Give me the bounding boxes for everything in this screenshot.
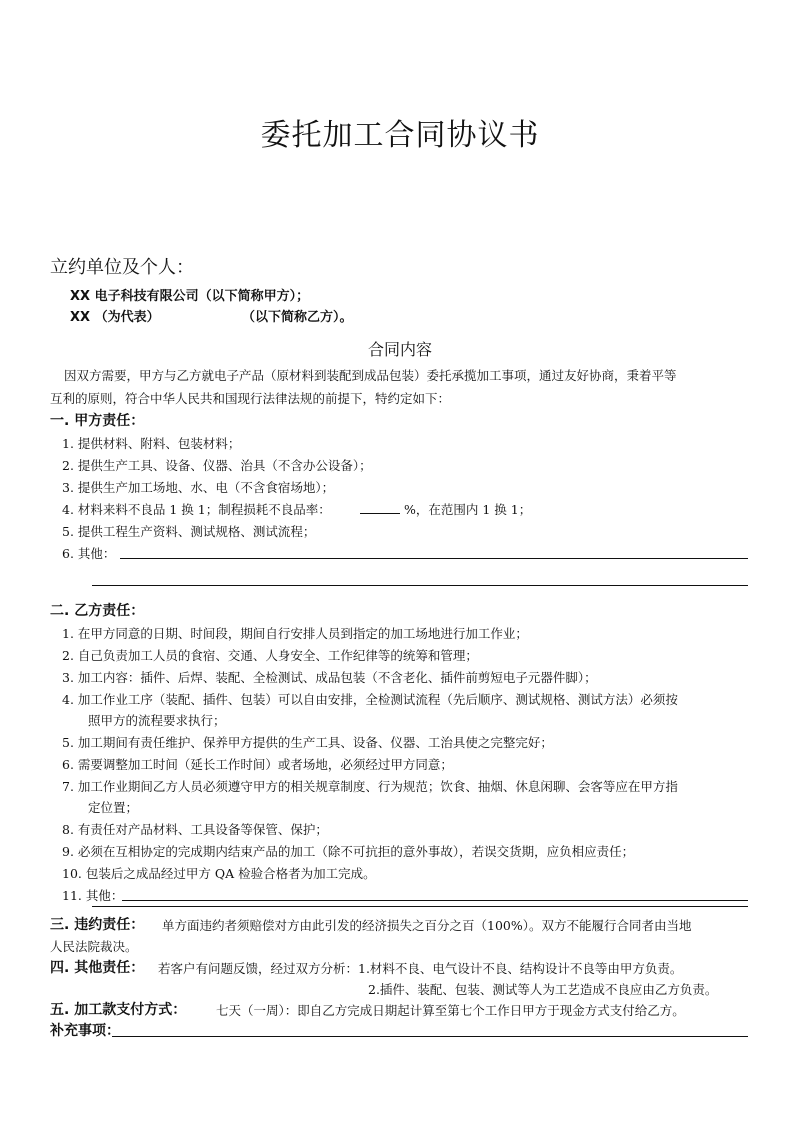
- section5-heading: 五. 加工款支付方式：: [50, 1002, 187, 1018]
- parties-heading: 立约单位及个人：: [50, 257, 194, 278]
- section2-other-line[interactable]: [122, 900, 748, 901]
- section1-item: 2. 提供生产工具、设备、仪器、治具（不含办公设备）；: [62, 458, 372, 473]
- section2-item7-continued: 定位置；: [88, 800, 139, 815]
- intro-line-1: 因双方需要，甲方与乙方就电子产品（原材料到装配到成品包装）委托承揽加工事项，通过友好协商，秉着平等: [64, 368, 677, 383]
- party-a: XX 电子科技有限公司（以下简称甲方）；: [70, 289, 310, 304]
- page-title: 委托加工合同协议书: [260, 118, 540, 153]
- party-b-suffix: （以下简称乙方）。: [242, 310, 353, 325]
- supplement-line[interactable]: [112, 1036, 748, 1037]
- section1-item: 3. 提供生产加工场地、水、电（不含食宿场地）；: [62, 480, 335, 495]
- section1-item: 5. 提供工程生产资料、测试规格、测试流程；: [62, 524, 316, 539]
- section2-heading: 二. 乙方责任：: [50, 603, 145, 619]
- section2-item: 10. 包装后之成品经过甲方 QA 检验合格者为加工完成。: [62, 866, 376, 881]
- section3-text-line-1: 单方面违约者须赔偿对方由此引发的经济损失之百分之百（100%）。双方不能履行合同者由当地: [162, 918, 692, 933]
- section2-item: 1. 在甲方同意的日期、时间段，期间自行安排人员到指定的加工场地进行加工作业；: [62, 626, 528, 641]
- section1-item: 6. 其他：: [62, 546, 116, 561]
- section2-item: 9. 必须在互相协定的完成期内结束产品的加工（除不可抗拒的意外事故），若误交货期，应负相应责任；: [62, 844, 635, 859]
- section2-item: 7. 加工作业期间乙方人员必须遵守甲方的相关规章制度、行为规范；饮食、抽烟、休息闲聊、会客等应在甲方指: [62, 779, 678, 794]
- section2-item4-continued: 照甲方的流程要求执行；: [88, 713, 226, 728]
- section4-heading: 四. 其他责任：: [50, 960, 145, 976]
- section1-item: 4. 材料来料不良品 1 换 1；制程损耗不良品率：: [62, 502, 331, 517]
- section1-other-line-2[interactable]: [92, 585, 748, 586]
- section1-item4-suffix: %，在范围内 1 换 1；: [404, 502, 532, 517]
- section4-text-line-2: 2.插件、装配、包装、测试等人为工艺造成不良应由乙方负责。: [368, 982, 718, 997]
- section3-heading: 三. 违约责任：: [50, 917, 145, 933]
- section2-item: 6. 需要调整加工时间（延长工作时间）或者场地，必须经过甲方同意；: [62, 757, 453, 772]
- section2-item: 2. 自己负责加工人员的食宿、交通、人身安全、工作纪律等的统筹和管理；: [62, 648, 478, 663]
- section2-item: 3. 加工内容：插件、后焊、装配、全检测试、成品包装（不含老化、插件前剪短电子元器件脚）；: [62, 670, 597, 685]
- section1-heading: 一. 甲方责任：: [50, 413, 145, 429]
- supplement-label: 补充事项：: [50, 1023, 120, 1039]
- section2-item: 8. 有责任对产品材料、工具设备等保管、保护；: [62, 822, 328, 837]
- section4-text-line-1: 若客户有问题反馈，经过双方分析：1.材料不良、电气设计不良、结构设计不良等由甲方负责。: [158, 961, 683, 976]
- party-b-name: XX （为代表）: [70, 310, 160, 325]
- contract-heading: 合同内容: [367, 340, 432, 359]
- section5-text: 七天（一周）：即自乙方完成日期起计算至第七个工作日甲方于现金方式支付给乙方。: [216, 1003, 685, 1018]
- section3-text-line-2: 人民法院裁决。: [50, 939, 138, 954]
- section2-item: 5. 加工期间有责任维护、保养甲方提供的生产工具、设备、仪器、工治具使之完整完好；: [62, 735, 553, 750]
- section2-item: 4. 加工作业工序（装配、插件、包装）可以自由安排，全检测试流程（先后顺序、测试规格、测试方法）必须按: [62, 692, 678, 707]
- section1-item: 1. 提供材料、附料、包装材料；: [62, 436, 241, 451]
- section2-other-line-2[interactable]: [92, 906, 748, 907]
- defect-rate-blank[interactable]: [360, 513, 400, 514]
- intro-line-2: 互利的原则，符合中华人民共和国现行法律法规的前提下，特约定如下：: [50, 391, 451, 406]
- section2-item: 11. 其他：: [62, 888, 124, 903]
- section1-other-line[interactable]: [120, 558, 748, 559]
